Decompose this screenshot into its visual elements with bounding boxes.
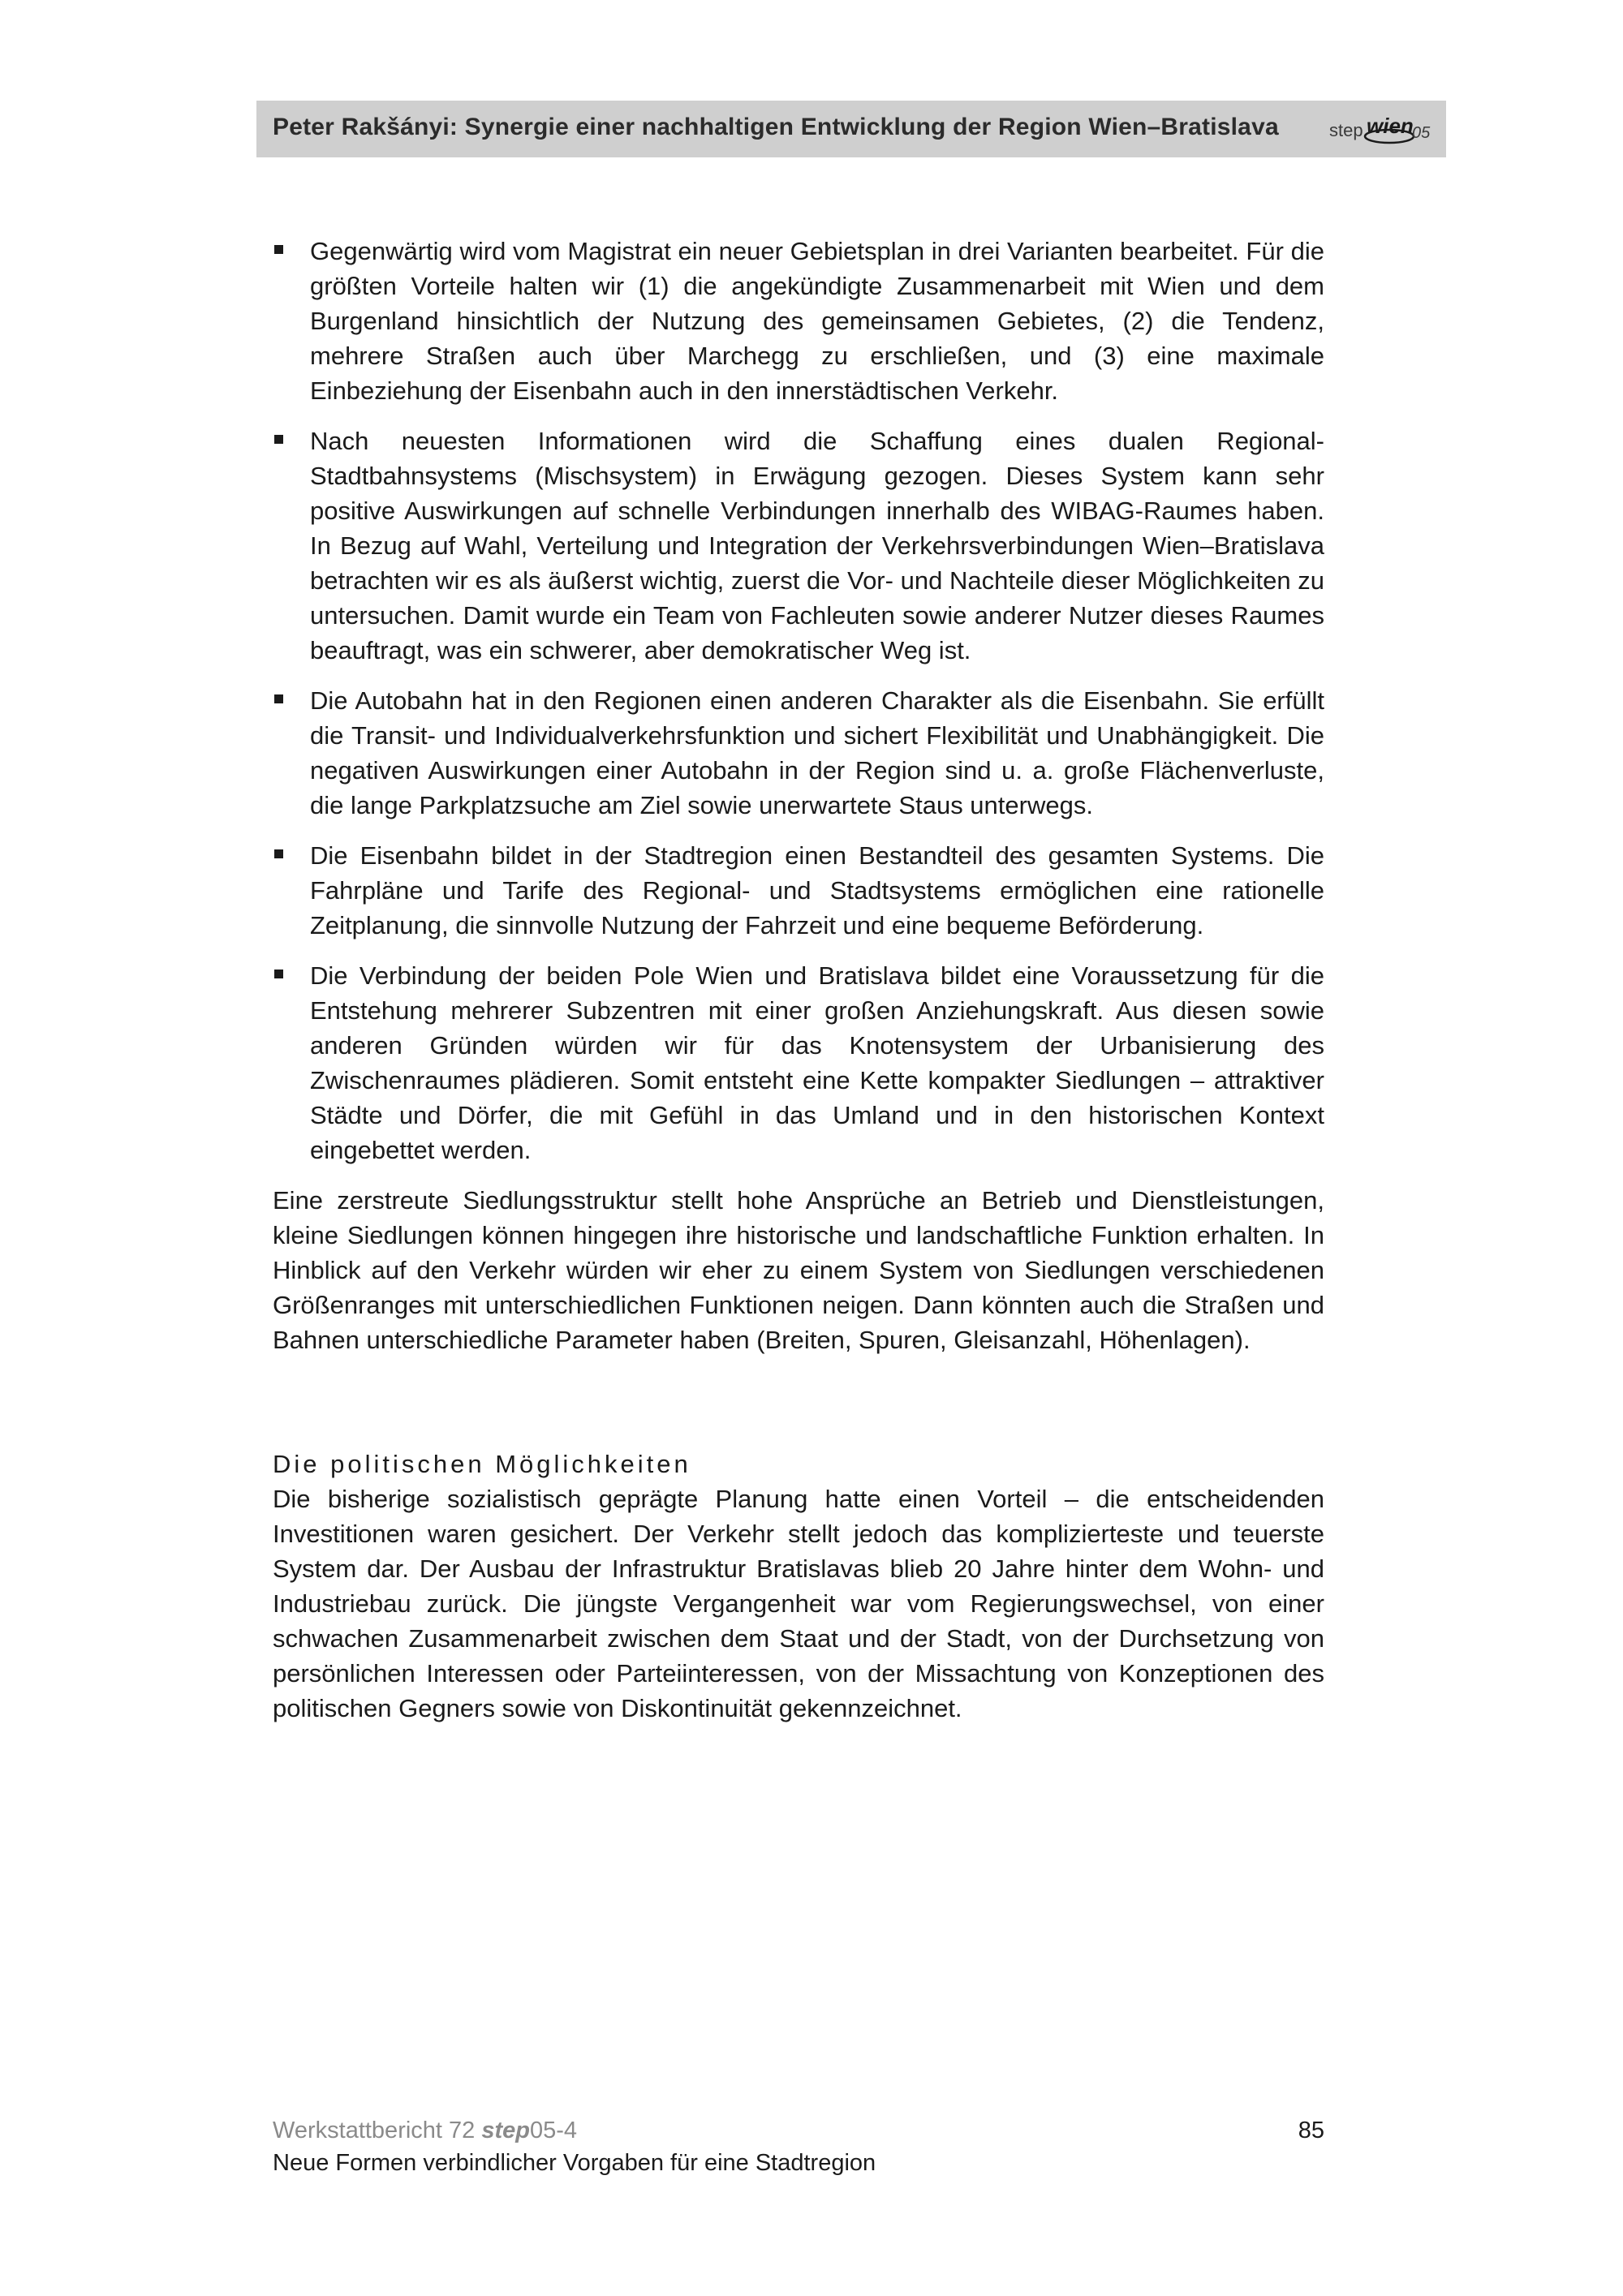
footer-report-suffix: 05-4 — [530, 2118, 578, 2143]
bullet-square-icon — [274, 849, 283, 858]
bullet-item — [273, 958, 1324, 1167]
logo-num-text: 05 — [1412, 124, 1431, 142]
bullet-item — [273, 838, 1324, 943]
bullet-square-icon — [274, 694, 283, 703]
bullet-text: Die Autobahn hat in den Regionen einen anderen Charakter als die Eisenbahn. Sie erfüllt die Transit- und Individualverkehrsfunktion und sichert Flexibilität und Unabhängigkeit. Die negativen Auswirkungen einer Autobahn in der Region sind u. a. große Flächenverluste, die lange Parkplatzsuche am Ziel sowie unerwartete Staus unterwegs. — [310, 686, 1324, 819]
header-title: Peter Rakšányi: Synergie einer nachhaltigen Entwicklung der Region Wien–Bratislava — [273, 114, 1279, 140]
footer-report-step: step — [481, 2118, 530, 2143]
logo-step-text: step — [1329, 120, 1363, 140]
bullet-square-icon — [274, 970, 283, 978]
body-paragraph: Die bisherige sozialistisch geprägte Planung hatte einen Vorteil – die entscheidenden Investitionen waren gesichert. Der Verkehr stellt jedoch das komplizierteste und teuerste System dar. Der Ausbau der Infrastruktur Bratislavas blieb 20 Jahre hinter dem Wohn- und Industriebau zurück. Die jüngste Vergangenheit war vom Regierungswechsel, von einer schwachen Zusammenarbeit zwischen dem Staat und der Stadt, von der Durchsetzung von persönlichen Interessen oder Parteiinteressen, von der Missachtung von Konzeptionen des politischen Gegners sowie von Diskontinuität gekennzeichnet. — [273, 1485, 1324, 1722]
bullet-item — [273, 234, 1324, 408]
main-content — [273, 234, 1324, 1726]
page-number: 85 — [1298, 2118, 1324, 2143]
bullet-text: Nach neuesten Informationen wird die Schaffung eines dualen Regional-Stadtbahnsystems (Mischsystem) in Erwägung gezogen. Dieses System kann sehr positive Auswirkungen auf schnelle Verbindungen innerhalb des WIBAG-Raumes haben. In Bezug auf Wahl, Verteilung und Integration der Verkehrsverbindungen Wien–Bratislava betrachten wir es als äußerst wichtig, zuerst die Vor- und Nachteile dieser Möglichkeiten zu untersuchen. Damit wurde ein Team von Fachleuten sowie anderer Nutzer dieses Raumes beauftragt, was ein schwerer, aber demokratischer Weg ist. — [310, 427, 1324, 664]
footer-report-line — [273, 2114, 1324, 2147]
bullet-item — [273, 424, 1324, 668]
bullet-text: Die Verbindung der beiden Pole Wien und Bratislava bildet eine Voraussetzung für die Entstehung mehrerer Subzentren mit einer großen Anziehungskraft. Aus diesen sowie anderen Gründen würden wir für das Knotensystem der Urbanisierung des Zwischenraumes plädieren. Somit entsteht eine Kette kompakter Siedlungen – attraktiver Städte und Dörfer, die mit Gefühl in das Umland und in den historischen Kontext eingebettet werden. — [310, 961, 1324, 1164]
step-wien-logo — [1328, 109, 1438, 149]
bullet-list — [273, 234, 1324, 1167]
header-bar — [256, 101, 1446, 157]
footer-subtitle: Neue Formen verbindlicher Vorgaben für eine Stadtregion — [273, 2150, 876, 2176]
page-footer — [273, 2114, 1324, 2179]
bullet-square-icon — [274, 245, 283, 254]
bullet-text: Gegenwärtig wird vom Magistrat ein neuer Gebietsplan in drei Varianten bearbeitet. Für die größten Vorteile halten wir (1) die angekündigte Zusammenarbeit mit Wien und dem Burgenland hinsichtlich der Nutzung des gemeinsamen Gebietes, (2) die Tendenz, mehrere Straßen auch über Marchegg zu erschließen, und (3) eine maximale Einbeziehung der Eisenbahn auch in den innerstädtischen Verkehr. — [310, 237, 1324, 405]
footer-report-prefix: Werkstattbericht 72 — [273, 2118, 482, 2143]
section-heading: Die politischen Möglichkeiten — [273, 1450, 691, 1478]
bullet-square-icon — [274, 435, 283, 444]
bullet-item — [273, 683, 1324, 823]
logo-wien-text: wien — [1367, 114, 1414, 138]
body-paragraph: Eine zerstreute Siedlungsstruktur stellt hohe Ansprüche an Betrieb und Dienstleistungen, kleine Siedlungen können hingegen ihre historische und landschaftliche Funktion erhalten. In Hinblick auf den Verkehr würden wir eher zu einem System von Siedlungen verschiedenen Größenranges mit unterschiedlichen Funktionen neigen. Dann könnten auch die Straßen und Bahnen unterschiedliche Parameter haben (Breiten, Spuren, Gleisanzahl, Höhenlagen). — [273, 1186, 1324, 1354]
bullet-text: Die Eisenbahn bildet in der Stadtregion einen Bestandteil des gesamten Systems. Die Fahrpläne und Tarife des Regional- und Stadtsystems ermöglichen eine rationelle Zeitplanung, die sinnvolle Nutzung der Fahrzeit und eine bequeme Beförderung. — [310, 841, 1324, 939]
